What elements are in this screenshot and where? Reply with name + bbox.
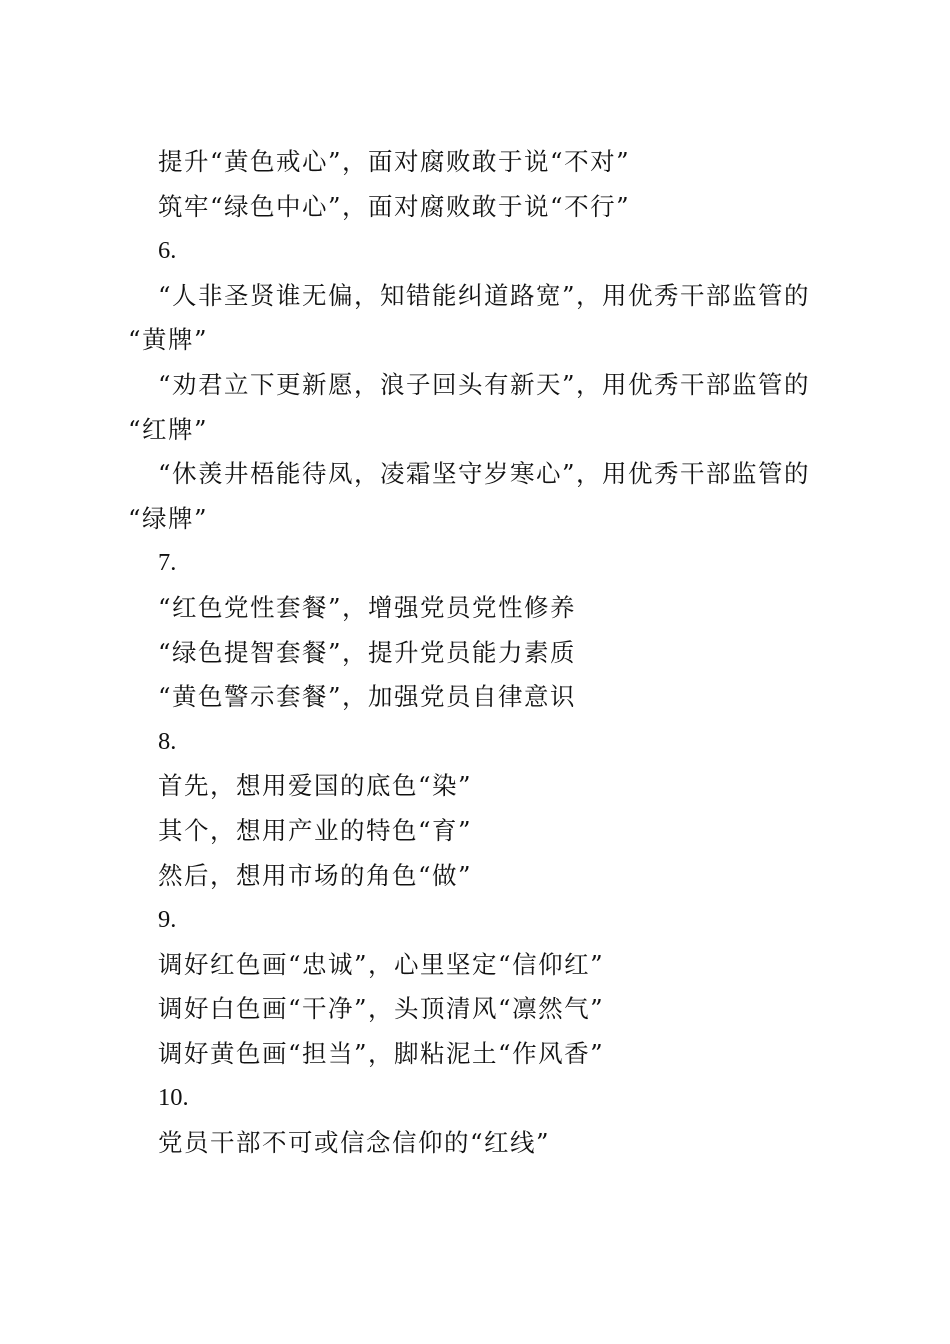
- section-number: 8.: [158, 727, 177, 755]
- section-number: 9.: [158, 906, 177, 934]
- text-line: 提升“黄色戒心”，面对腐败敢于说“不对”: [158, 147, 631, 176]
- text-line-continuation: “黄牌”: [128, 325, 209, 355]
- text-line: “休羡井梧能待凤，凌霜坚守岁寒心”，用优秀干部监管的: [158, 459, 811, 489]
- text-line: 党员干部不可或信念信仰的“红线”: [158, 1128, 551, 1158]
- text-line: “劝君立下更新愿，浪子回头有新天”，用优秀干部监管的: [158, 369, 811, 399]
- section-number: 10.: [158, 1084, 189, 1112]
- text-line: 筑牢“绿色中心”，面对腐败敢于说“不行”: [158, 191, 631, 221]
- text-line: 然后，想用市场的角色“做”: [158, 860, 473, 890]
- text-line: “绿色提智套餐”，提升党员能力素质: [158, 637, 577, 667]
- text-line: 调好红色画“忠诚”，心里坚定“信仰红”: [158, 949, 605, 979]
- text-line: “人非圣贤谁无偏，知错能纠道路宽”，用优秀干部监管的: [158, 280, 811, 310]
- text-line-continuation: “绿牌”: [128, 503, 209, 533]
- text-line: “红色党性套餐”，增强党员党性修养: [158, 592, 577, 622]
- text-line: 其个，想用产业的特色“育”: [158, 815, 473, 845]
- text-line-continuation: “红牌”: [128, 414, 209, 444]
- document-body: [128, 140, 828, 1166]
- text-line: “黄色警示套餐”，加强党员自律意识: [158, 682, 577, 712]
- section-number: 7.: [158, 549, 177, 577]
- text-line: 调好白色画“干净”，头顶清风“凛然气”: [158, 994, 605, 1024]
- section-number: 6.: [158, 237, 177, 265]
- text-line: 首先，想用爱国的底色“染”: [158, 771, 473, 801]
- text-line: 调好黄色画“担当”，脚粘泥土“作风香”: [158, 1038, 605, 1068]
